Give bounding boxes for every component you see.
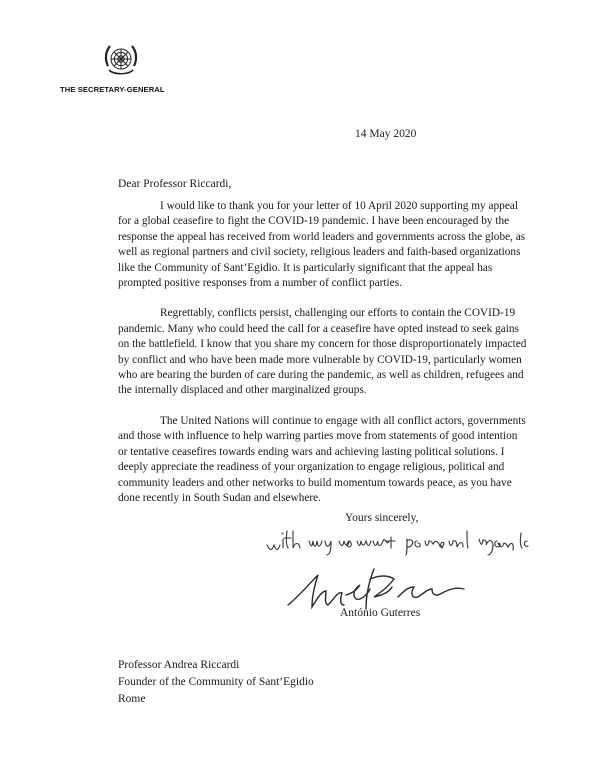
letter-body <box>118 199 528 521</box>
body-paragraph: The United Nations will continue to engage with all conflict actors, governments and those with influence to help warring parties move from statements of good intention or tentative ceasefires towards ending wars and achieving lasting political solutions. I deeply appreciate the readiness of your organization to engage religious, political and community leaders and other networks to build momentum towards peace, as you have done recently in South Sudan and elsewhere. <box>118 414 526 504</box>
letterhead-title: THE SECRETARY-GENERAL <box>60 85 165 94</box>
recipient-name: Professor Andrea Riccardi <box>118 659 240 671</box>
body-paragraph: Regrettably, conflicts persist, challenging our efforts to contain the COVID-19 pandemic. Many who could heed the call for a ceasefire have opted instead to seek gains on the battlefield. I know that you share my concern for those disproportionately impacted by conflict and who have been made more vulnerable by COVID-19, particularly women who are bearing the burden of care during the pandemic, as well as children, refugees and the internally displaced and other marginalized groups. <box>118 307 527 397</box>
closing: Yours sincerely, <box>345 512 419 524</box>
recipient-title: Founder of the Community of Sant’Egidio <box>118 676 314 688</box>
letter-date: 14 May 2020 <box>355 128 417 140</box>
recipient-address <box>118 657 314 708</box>
handwritten-note <box>265 527 545 557</box>
signer-name: António Guterres <box>340 607 421 619</box>
salutation: Dear Professor Riccardi, <box>118 178 232 190</box>
recipient-city: Rome <box>118 693 146 705</box>
un-emblem-icon <box>100 40 142 82</box>
body-paragraph: I would like to thank you for your letter of 10 April 2020 supporting my appeal for a global ceasefire to fight the COVID-19 pandemic. I have been encouraged by the response the appeal has received from world leaders and governments across the globe, as well as regional partners and civil society, religious leaders and faith-based organizations like the Community of Sant’Egidio. It is particularly significant that the appeal has prompted positive responses from a number of conflict parties. <box>118 200 526 290</box>
